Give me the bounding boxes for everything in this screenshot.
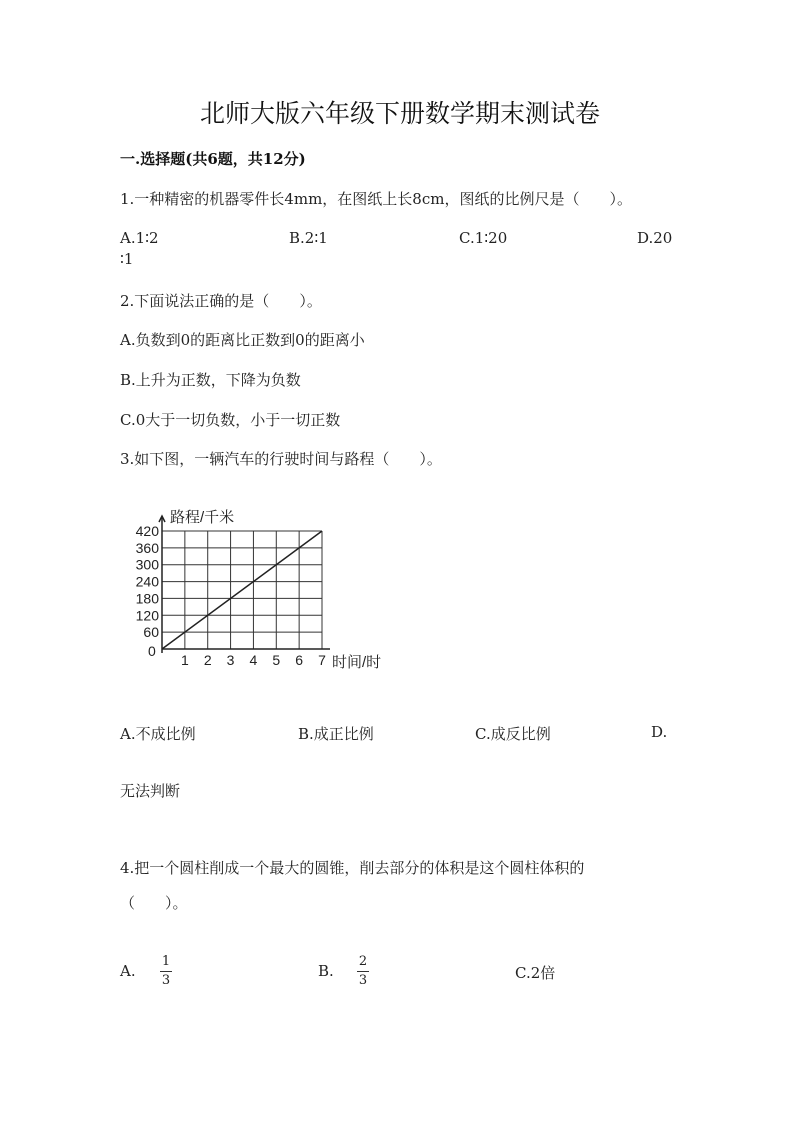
x-tick-label: 3 — [226, 652, 235, 668]
y-tick-label: 120 — [135, 607, 159, 624]
q1-option-a: A.1∶2 — [120, 229, 159, 247]
fraction-bar — [160, 971, 172, 972]
y-tick-label: 300 — [135, 556, 159, 573]
distance-time-chart — [118, 498, 408, 678]
y-tick-label: 420 — [135, 523, 159, 539]
y-tick-label: 240 — [135, 573, 159, 590]
x-tick-label: 7 — [318, 652, 326, 668]
x-tick-label: 1 — [180, 652, 189, 668]
q2-option-a: A.负数到0的距离比正数到0的距离小 — [120, 331, 365, 349]
q4-option-b-fraction — [357, 955, 369, 988]
question-1-stem: 1.一种精密的机器零件长4mm，在图纸上长8cm，图纸的比例尺是（ ）。 — [120, 190, 632, 208]
q4-option-a-fraction — [160, 955, 172, 988]
question-2-stem: 2.下面说法正确的是（ ）。 — [120, 292, 322, 310]
q3-option-a: A.不成比例 — [120, 725, 196, 743]
x-tick-label: 4 — [249, 652, 258, 668]
question-4-stem-line2: （ ）。 — [120, 894, 188, 912]
q3-option-d-continued: 无法判断 — [120, 782, 181, 800]
q4-option-b-denominator: 3 — [358, 973, 368, 988]
series-line — [162, 531, 322, 649]
q1-option-d-continued: ∶1 — [120, 250, 134, 268]
q1-option-c: C.1∶20 — [459, 229, 508, 247]
y-tick-label: 180 — [135, 590, 159, 607]
q4-option-a-numerator: 1 — [161, 954, 171, 969]
q4-option-c: C.2倍 — [515, 964, 556, 982]
q2-option-c: C.0大于一切负数，小于一切正数 — [120, 411, 341, 429]
q4-option-a-denominator: 3 — [161, 973, 171, 988]
q4-option-b-numerator: 2 — [358, 954, 368, 969]
q3-option-d: D. — [651, 723, 668, 741]
chart-series — [162, 531, 322, 649]
x-tick-label: 5 — [272, 652, 281, 668]
q4-option-a-label: A. — [120, 962, 136, 980]
x-tick-label: 2 — [203, 652, 212, 668]
q2-option-b: B.上升为正数，下降为负数 — [120, 371, 301, 389]
q3-option-b: B.成正比例 — [298, 725, 374, 743]
y-axis-label: 路程/千米 — [170, 509, 235, 526]
x-tick-label: 6 — [295, 652, 304, 668]
x-axis-label: 时间/时 — [332, 654, 382, 671]
page-title: 北师大版六年级下册数学期末测试卷 — [199, 99, 600, 128]
question-4-stem-line1: 4.把一个圆柱削成一个最大的圆锥，削去部分的体积是这个圆柱体积的 — [120, 859, 585, 877]
q1-option-b: B.2∶1 — [289, 229, 328, 247]
fraction-bar — [357, 971, 369, 972]
origin-label: 0 — [148, 643, 156, 659]
y-tick-label: 360 — [135, 539, 159, 556]
q3-option-c: C.成反比例 — [475, 725, 551, 743]
question-3-stem: 3.如下图，一辆汽车的行驶时间与路程（ ）。 — [120, 450, 442, 468]
section-heading: 一.选择题(共6题，共12分) — [120, 150, 306, 168]
q1-option-d: D.20 — [637, 229, 673, 247]
y-tick-label: 60 — [143, 624, 159, 641]
q4-option-b-label: B. — [318, 962, 334, 980]
